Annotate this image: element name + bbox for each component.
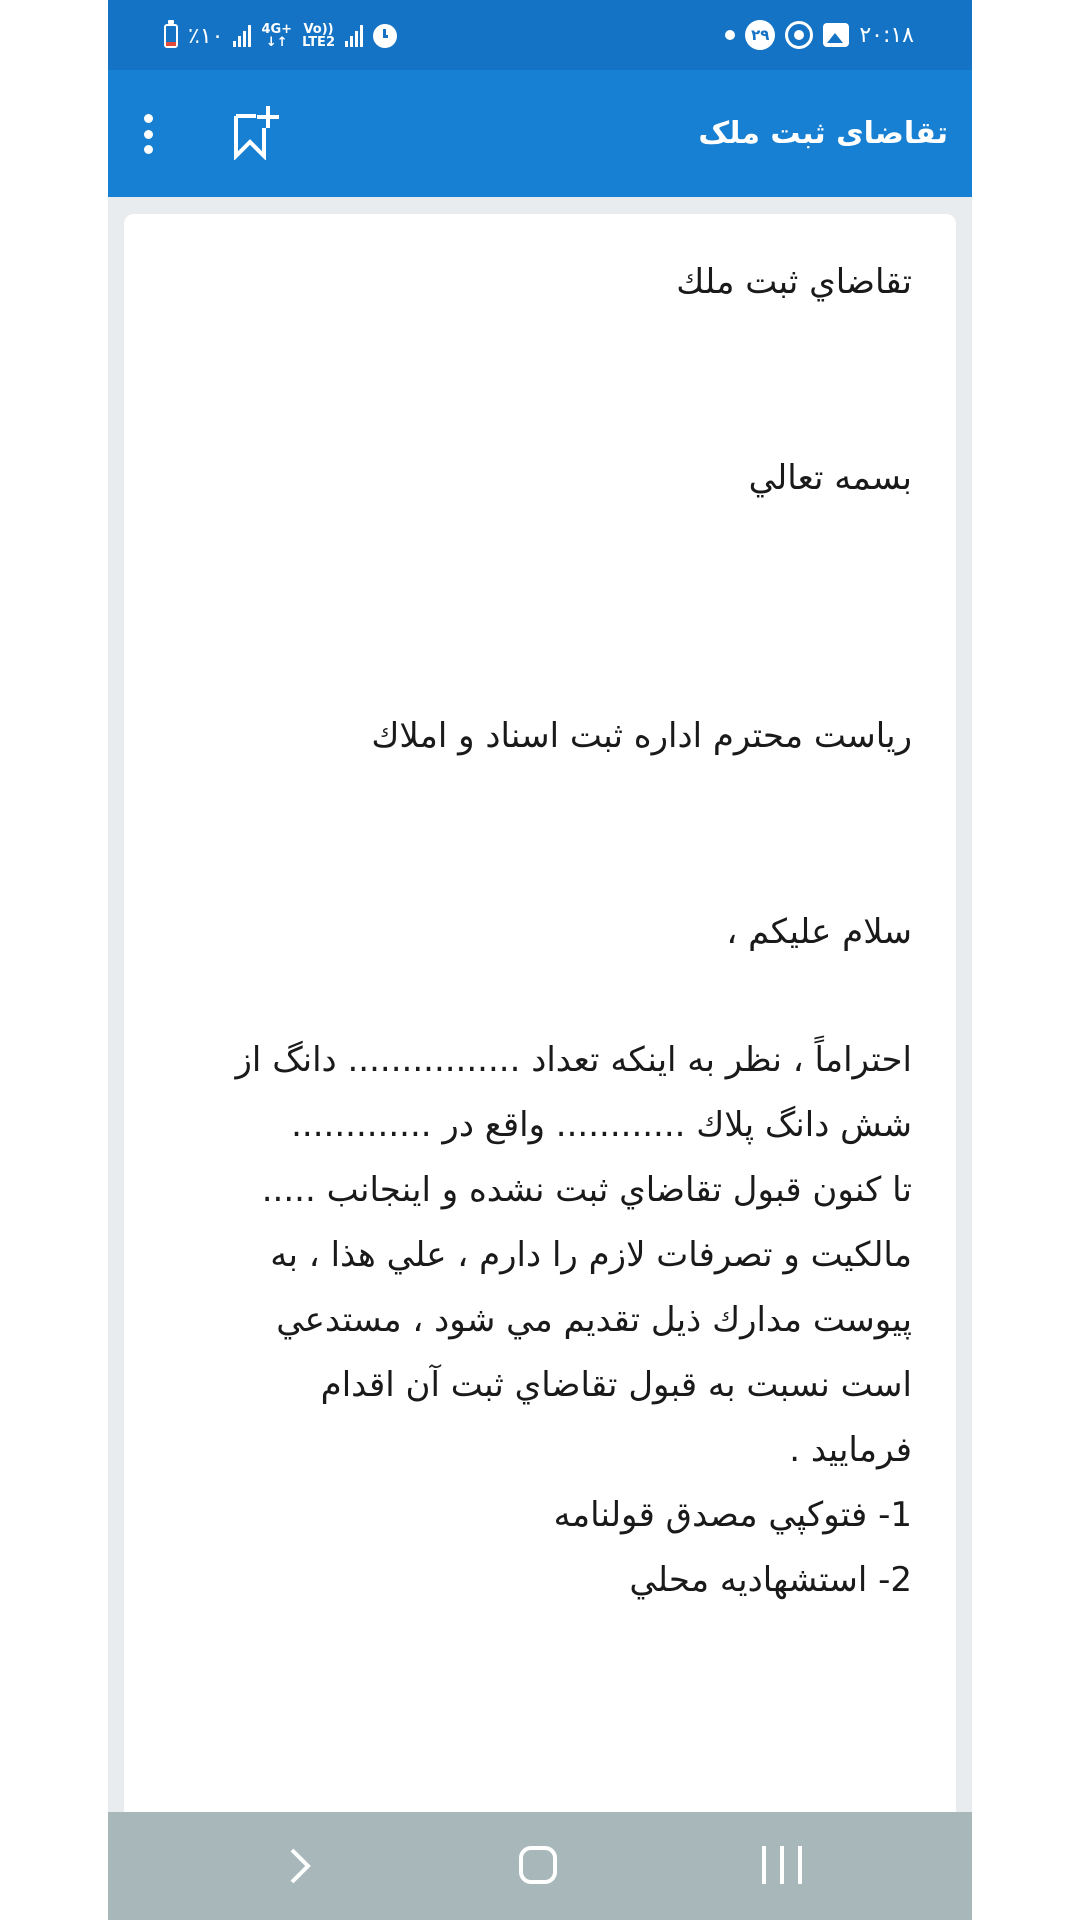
document-greeting: سلام عليكم ، xyxy=(726,912,912,952)
document-addressee: رياست محترم اداره ثبت اسناد و املاك xyxy=(371,716,912,756)
status-right xyxy=(725,18,914,52)
home-icon[interactable] xyxy=(519,1846,557,1884)
body-line: شش دانگ پلاك ............ واقع در ............. xyxy=(291,1105,912,1145)
signal-icon-sim2 xyxy=(345,25,363,47)
list-item: 2- استشهاديه محلي xyxy=(629,1560,912,1600)
status-time: ۲۰:۱۸ xyxy=(859,22,914,48)
more-vert-icon[interactable] xyxy=(132,110,164,158)
signal-icon xyxy=(233,25,251,47)
document-body xyxy=(152,1028,912,1613)
body-line: پيوست مدارك ذيل تقديم مي شود ، مستدعي xyxy=(276,1300,912,1340)
gallery-icon xyxy=(823,23,849,47)
app-bar xyxy=(108,70,972,197)
document-card xyxy=(124,214,956,1914)
volte-label: Vo)) LTE2 xyxy=(302,22,335,50)
list-item: 1- فتوكپي مصدق قولنامه xyxy=(553,1495,912,1535)
body-line: تا كنون قبول تقاضاي ثبت نشده و اينجانب ..... xyxy=(261,1170,912,1210)
body-line: احتراماً ، نظر به اينكه تعداد ................ دانگ از xyxy=(235,1040,912,1080)
back-icon[interactable] xyxy=(282,1848,318,1884)
page-title: تقاضای ثبت ملک xyxy=(698,116,948,151)
battery-percent: ٪۱۰ xyxy=(188,23,224,49)
device-screen xyxy=(108,0,972,1920)
document-basmala: بسمه تعالي xyxy=(748,458,912,498)
body-line: فرماييد . xyxy=(789,1430,912,1470)
recent-apps-icon[interactable] xyxy=(762,1846,802,1884)
whatsapp-icon xyxy=(785,21,813,49)
body-line: مالكيت و تصرفات لازم را دارم ، علي هذا ، به xyxy=(270,1235,912,1275)
body-line: است نسبت به قبول تقاضاي ثبت آن اقدام xyxy=(320,1365,912,1405)
status-left xyxy=(164,20,397,52)
navigation-bar xyxy=(108,1812,972,1920)
notification-count-badge: ۲۹ xyxy=(745,20,775,50)
network-4g-label: 4G+ ↓↑ xyxy=(261,22,293,50)
bookmark-add-icon[interactable] xyxy=(232,104,284,160)
notification-dot-icon xyxy=(725,30,735,40)
alarm-icon xyxy=(373,24,397,48)
document-heading: تقاضاي ثبت ملك xyxy=(676,262,912,302)
battery-icon xyxy=(164,24,178,48)
status-bar xyxy=(108,0,972,70)
